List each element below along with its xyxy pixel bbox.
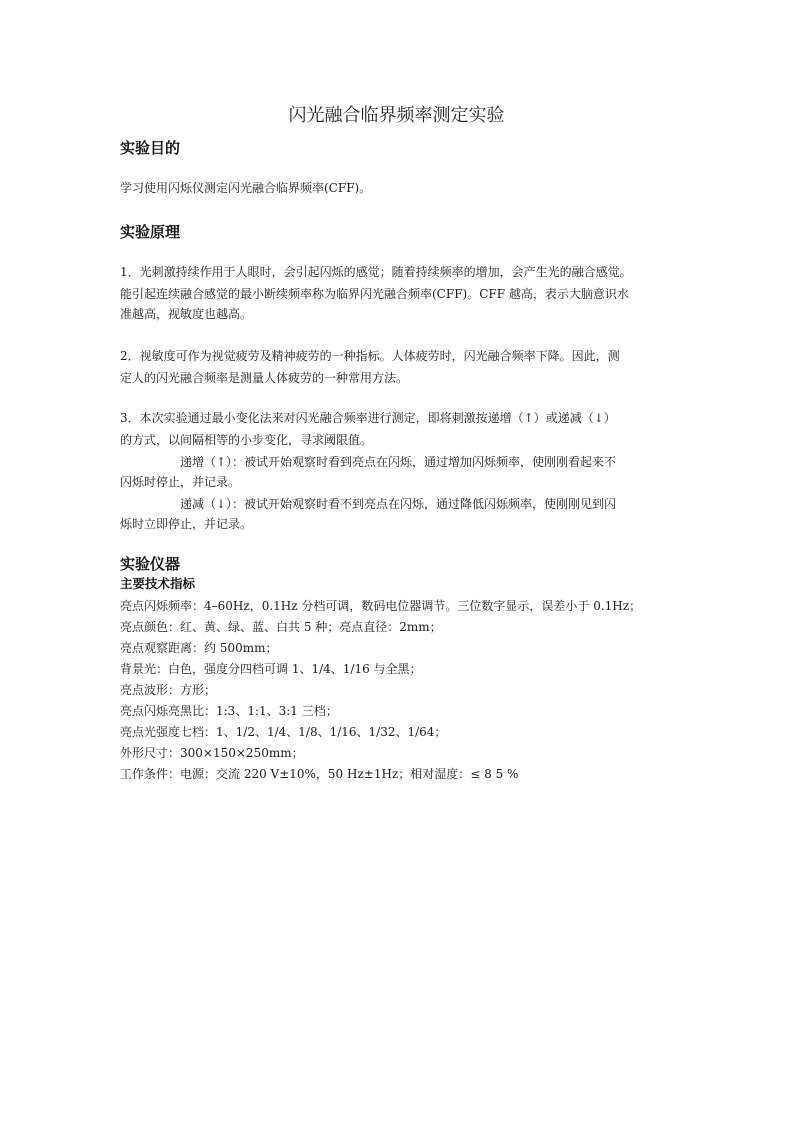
spec-line: 亮点闪烁亮黑比：1:3、1:1、3:1 三档； — [120, 704, 338, 718]
principle-p3-line-1: 3．本次实验通过最小变化法来对闪光融合频率进行测定，即将刺激按递增（↑）或递减（↓） — [120, 411, 616, 425]
principle-p1-line-3: 准越高，视敏度也越高。 — [120, 307, 253, 321]
section-heading-purpose: 实验目的 — [120, 139, 181, 157]
spec-line: 亮点观察距离：约 500mm； — [120, 641, 278, 655]
principle-p2-line-2: 定人的闪光融合频率是测量人体疲劳的一种常用方法。 — [120, 371, 409, 385]
decrease-line-1: 递减（↓）：被试开始观察时看不到亮点在闪烁，通过降低闪烁频率，使刚刚见到闪 — [180, 497, 617, 511]
spec-line: 亮点波形：方形； — [120, 683, 217, 697]
principle-p3-line-2: 的方式，以间隔相等的小步变化，寻求阈限值。 — [120, 433, 373, 447]
spec-line: 外形尺寸：300×150×250mm； — [120, 746, 304, 760]
spec-line: 亮点光强度七档：1、1/2、1/4、1/8、1/16、1/32、1/64； — [120, 725, 447, 739]
principle-p1-line-2: 能引起连续融合感觉的最小断续频率称为临界闪光融合频率(CFF)。CFF 越高，表示大脑意识水 — [120, 287, 629, 301]
page-title: 闪光融合临界频率测定实验 — [288, 105, 505, 126]
spec-line: 背景光：白色，强度分四档可调 1、1/4、1/16 与全黑； — [120, 662, 422, 676]
increase-line-2: 闪烁时停止，并记录。 — [120, 475, 241, 489]
spec-line: 亮点闪烁频率：4–60Hz，0.1Hz 分档可调，数码电位器调节。三位数字显示，误差小于 0.1Hz； — [120, 599, 642, 613]
increase-line-1: 递增（↑）：被试开始观察时看到亮点在闪烁，通过增加闪烁频率，使刚刚看起来不 — [180, 455, 617, 469]
instrument-subheading: 主要技术指标 — [120, 576, 196, 591]
section-heading-principle: 实验原理 — [120, 223, 181, 241]
section-heading-instrument: 实验仪器 — [120, 555, 181, 573]
principle-p1-line-1: 1．光刺激持续作用于人眼时，会引起闪烁的感觉；随着持续频率的增加，会产生光的融合感觉。 — [120, 265, 632, 279]
spec-line: 亮点颜色：红、黄、绿、蓝、白共 5 种；亮点直径：2mm； — [120, 620, 442, 634]
principle-p2-line-1: 2．视敏度可作为视觉疲劳及精神疲劳的一种指标。人体疲劳时，闪光融合频率下降。因此，测 — [120, 349, 620, 363]
purpose-text: 学习使用闪烁仪测定闪光融合临界频率(CFF)。 — [120, 181, 372, 195]
spec-line: 工作条件：电源：交流 220 V±10%，50 Hz±1Hz；相对湿度：≤ 8 5 % — [120, 767, 519, 781]
decrease-line-2: 烁时立即停止，并记录。 — [120, 517, 253, 531]
